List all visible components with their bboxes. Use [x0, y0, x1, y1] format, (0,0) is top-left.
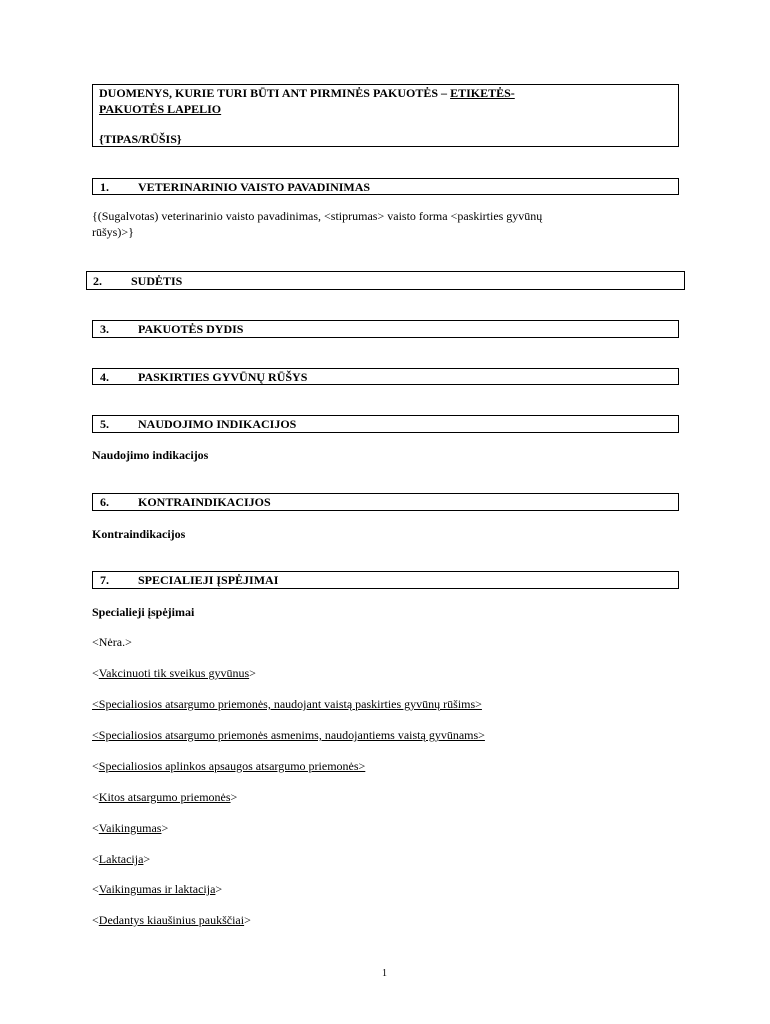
- section-6-title-row: [100, 494, 271, 510]
- section-7-header: [92, 571, 679, 589]
- section-6-text: Kontraindikacijos: [92, 527, 186, 541]
- section-1-text-line-2: rūšys)>}: [92, 225, 134, 239]
- section-5-text: Naudojimo indikacijos: [92, 448, 209, 462]
- section-5-header: [92, 415, 679, 433]
- section-6-number: 6.: [100, 495, 109, 509]
- title-line-2: [99, 101, 221, 117]
- list-item-vaikingumas: <Vaikingumas>: [92, 821, 169, 835]
- section-3-title-row: [100, 321, 243, 337]
- list-item-vaikingumas-laktacija: <Vaikingumas ir laktacija>: [92, 882, 223, 896]
- list-item-aplinkos-apsaugos: <Specialiosios aplinkos apsaugos atsargumo priemonės>: [92, 759, 366, 773]
- section-1-title: VETERINARINIO VAISTO PAVADINIMAS: [138, 180, 371, 194]
- section-7-heading: Specialieji įspėjimai: [92, 605, 195, 619]
- list-item-laktacija: <Laktacija>: [92, 852, 151, 866]
- list-item-atsargumo-rusims: <Specialiosios atsargumo priemonės, naudojant vaistą paskirties gyvūnų rūšims>: [92, 697, 482, 711]
- section-3-header: [92, 320, 679, 338]
- section-4-header: [92, 368, 679, 385]
- section-5-title-row: [100, 416, 296, 432]
- section-7-title: SPECIALIEJI ĮSPĖJIMAI: [138, 573, 279, 587]
- section-1-text-line-1: {(Sugalvotas) veterinarinio vaisto pavadinimas, <stiprumas> vaisto forma <paskirties gyvūnų: [92, 209, 543, 223]
- title-line-1: [99, 85, 515, 101]
- list-item-paukstiai: <Dedantys kiaušinius paukščiai>: [92, 913, 251, 927]
- section-5-title: NAUDOJIMO INDIKACIJOS: [138, 417, 297, 431]
- list-item-kitos-priemones: <Kitos atsargumo priemonės>: [92, 790, 238, 804]
- section-2-header: [86, 271, 685, 290]
- title-line-1-underlined: ETIKETĖS-: [450, 86, 515, 100]
- title-box: [92, 84, 679, 147]
- section-7-number: 7.: [100, 573, 109, 587]
- section-1-number: 1.: [100, 180, 109, 194]
- section-4-title-row: [100, 369, 307, 385]
- section-4-title: PASKIRTIES GYVŪNŲ RŪŠYS: [138, 370, 308, 384]
- section-6-title: KONTRAINDIKACIJOS: [138, 495, 271, 509]
- page-number: 1: [382, 968, 387, 979]
- list-item-atsargumo-asmenims: <Specialiosios atsargumo priemonės asmenims, naudojantiems vaistą gyvūnams>: [92, 728, 485, 742]
- list-item-nera: <Nėra.>: [92, 635, 132, 649]
- section-1-title-row: [100, 179, 370, 195]
- section-5-number: 5.: [100, 417, 109, 431]
- section-3-title: PAKUOTĖS DYDIS: [138, 322, 244, 336]
- list-item-vakcinuoti: <Vakcinuoti tik sveikus gyvūnus>: [92, 666, 256, 680]
- section-2-number: 2.: [93, 274, 102, 288]
- title-type-line: {TIPAS/RŪŠIS}: [99, 132, 182, 146]
- section-1-header: [92, 178, 679, 195]
- title-line-2-underlined: PAKUOTĖS LAPELIO: [99, 102, 222, 116]
- section-2-title-row: [93, 273, 182, 289]
- section-3-number: 3.: [100, 322, 109, 336]
- section-7-title-row: [100, 572, 278, 588]
- section-6-header: [92, 493, 679, 511]
- title-line-1-plain: DUOMENYS, KURIE TURI BŪTI ANT PIRMINĖS PAKUOTĖS –: [99, 86, 451, 100]
- section-2-title: SUDĖTIS: [131, 274, 183, 288]
- section-4-number: 4.: [100, 370, 109, 384]
